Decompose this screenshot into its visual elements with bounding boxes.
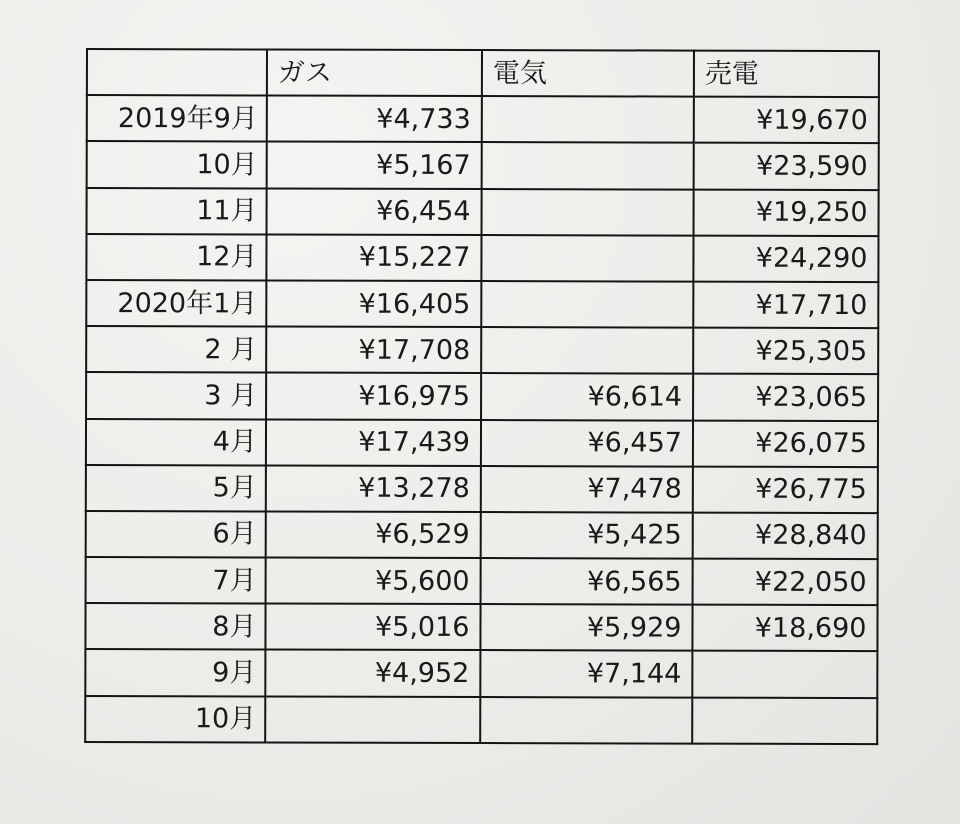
header-sold-electricity: 売電 xyxy=(694,51,879,98)
gas-cell: ¥15,227 xyxy=(266,234,481,281)
sold-electricity-cell xyxy=(692,651,877,698)
electricity-cell: ¥5,929 xyxy=(480,604,692,651)
month-cell: 5月 xyxy=(86,465,266,512)
header-gas: ガス xyxy=(267,49,482,96)
table-row xyxy=(86,234,878,282)
gas-cell: ¥4,952 xyxy=(265,650,480,697)
month-cell: 2020年1月 xyxy=(86,280,266,327)
table-row xyxy=(86,557,878,605)
gas-cell: ¥6,529 xyxy=(266,511,481,558)
gas-cell: ¥4,733 xyxy=(267,96,482,143)
table-row xyxy=(85,603,877,651)
month-cell: 10月 xyxy=(87,141,267,188)
sold-electricity-cell: ¥26,775 xyxy=(693,466,878,513)
sold-electricity-cell: ¥22,050 xyxy=(693,559,878,606)
table-row xyxy=(86,326,878,374)
electricity-cell xyxy=(482,96,694,143)
sold-electricity-cell: ¥26,075 xyxy=(693,420,878,467)
sold-electricity-cell: ¥17,710 xyxy=(693,282,878,329)
table-row xyxy=(85,696,877,744)
gas-cell: ¥16,975 xyxy=(266,373,481,420)
sold-electricity-cell: ¥23,590 xyxy=(694,143,879,190)
gas-cell: ¥5,600 xyxy=(266,558,481,605)
table-row xyxy=(86,372,878,420)
electricity-cell: ¥6,565 xyxy=(481,558,693,605)
table-row xyxy=(87,95,879,143)
header-row xyxy=(87,49,879,97)
month-cell: 12月 xyxy=(86,234,266,281)
electricity-cell xyxy=(482,189,694,236)
utility-table xyxy=(84,48,880,745)
gas-cell: ¥5,016 xyxy=(265,604,480,651)
table-row xyxy=(86,280,878,328)
electricity-cell xyxy=(482,142,694,189)
electricity-cell: ¥5,425 xyxy=(481,512,693,559)
month-cell: 2 月 xyxy=(86,326,266,373)
sold-electricity-cell: ¥19,250 xyxy=(694,189,879,236)
month-cell: 4月 xyxy=(86,419,266,466)
electricity-cell xyxy=(480,697,692,744)
electricity-cell xyxy=(481,281,693,328)
table-row xyxy=(86,511,878,559)
electricity-cell xyxy=(481,235,693,282)
month-cell: 6月 xyxy=(86,511,266,558)
header-electricity: 電気 xyxy=(482,50,694,97)
gas-cell: ¥5,167 xyxy=(267,142,482,189)
gas-cell: ¥6,454 xyxy=(267,188,482,235)
gas-cell: ¥16,405 xyxy=(266,280,481,327)
electricity-cell: ¥7,478 xyxy=(481,466,693,513)
electricity-cell: ¥7,144 xyxy=(480,650,692,697)
sold-electricity-cell: ¥24,290 xyxy=(693,235,878,282)
table-row xyxy=(86,419,878,467)
sold-electricity-cell: ¥18,690 xyxy=(692,605,877,652)
paper-sheet xyxy=(86,48,880,780)
table-row xyxy=(85,649,877,697)
electricity-cell: ¥6,614 xyxy=(481,373,693,420)
gas-cell: ¥17,708 xyxy=(266,327,481,374)
sold-electricity-cell: ¥19,670 xyxy=(694,97,879,144)
table-row xyxy=(87,188,879,236)
sold-electricity-cell: ¥23,065 xyxy=(693,374,878,421)
sold-electricity-cell xyxy=(692,697,877,744)
month-cell: 8月 xyxy=(85,603,265,650)
month-cell: 3 月 xyxy=(86,372,266,419)
gas-cell: ¥13,278 xyxy=(266,465,481,512)
month-cell: 10月 xyxy=(85,696,265,743)
month-cell: 2019年9月 xyxy=(87,95,267,142)
month-cell: 11月 xyxy=(87,188,267,235)
table-row xyxy=(87,141,879,189)
electricity-cell: ¥6,457 xyxy=(481,420,693,467)
header-month xyxy=(87,49,267,96)
month-cell: 9月 xyxy=(85,649,265,696)
month-cell: 7月 xyxy=(86,557,266,604)
sold-electricity-cell: ¥28,840 xyxy=(693,512,878,559)
sold-electricity-cell: ¥25,305 xyxy=(693,328,878,375)
table-row xyxy=(86,465,878,513)
electricity-cell xyxy=(481,327,693,374)
gas-cell xyxy=(265,696,480,743)
gas-cell: ¥17,439 xyxy=(266,419,481,466)
